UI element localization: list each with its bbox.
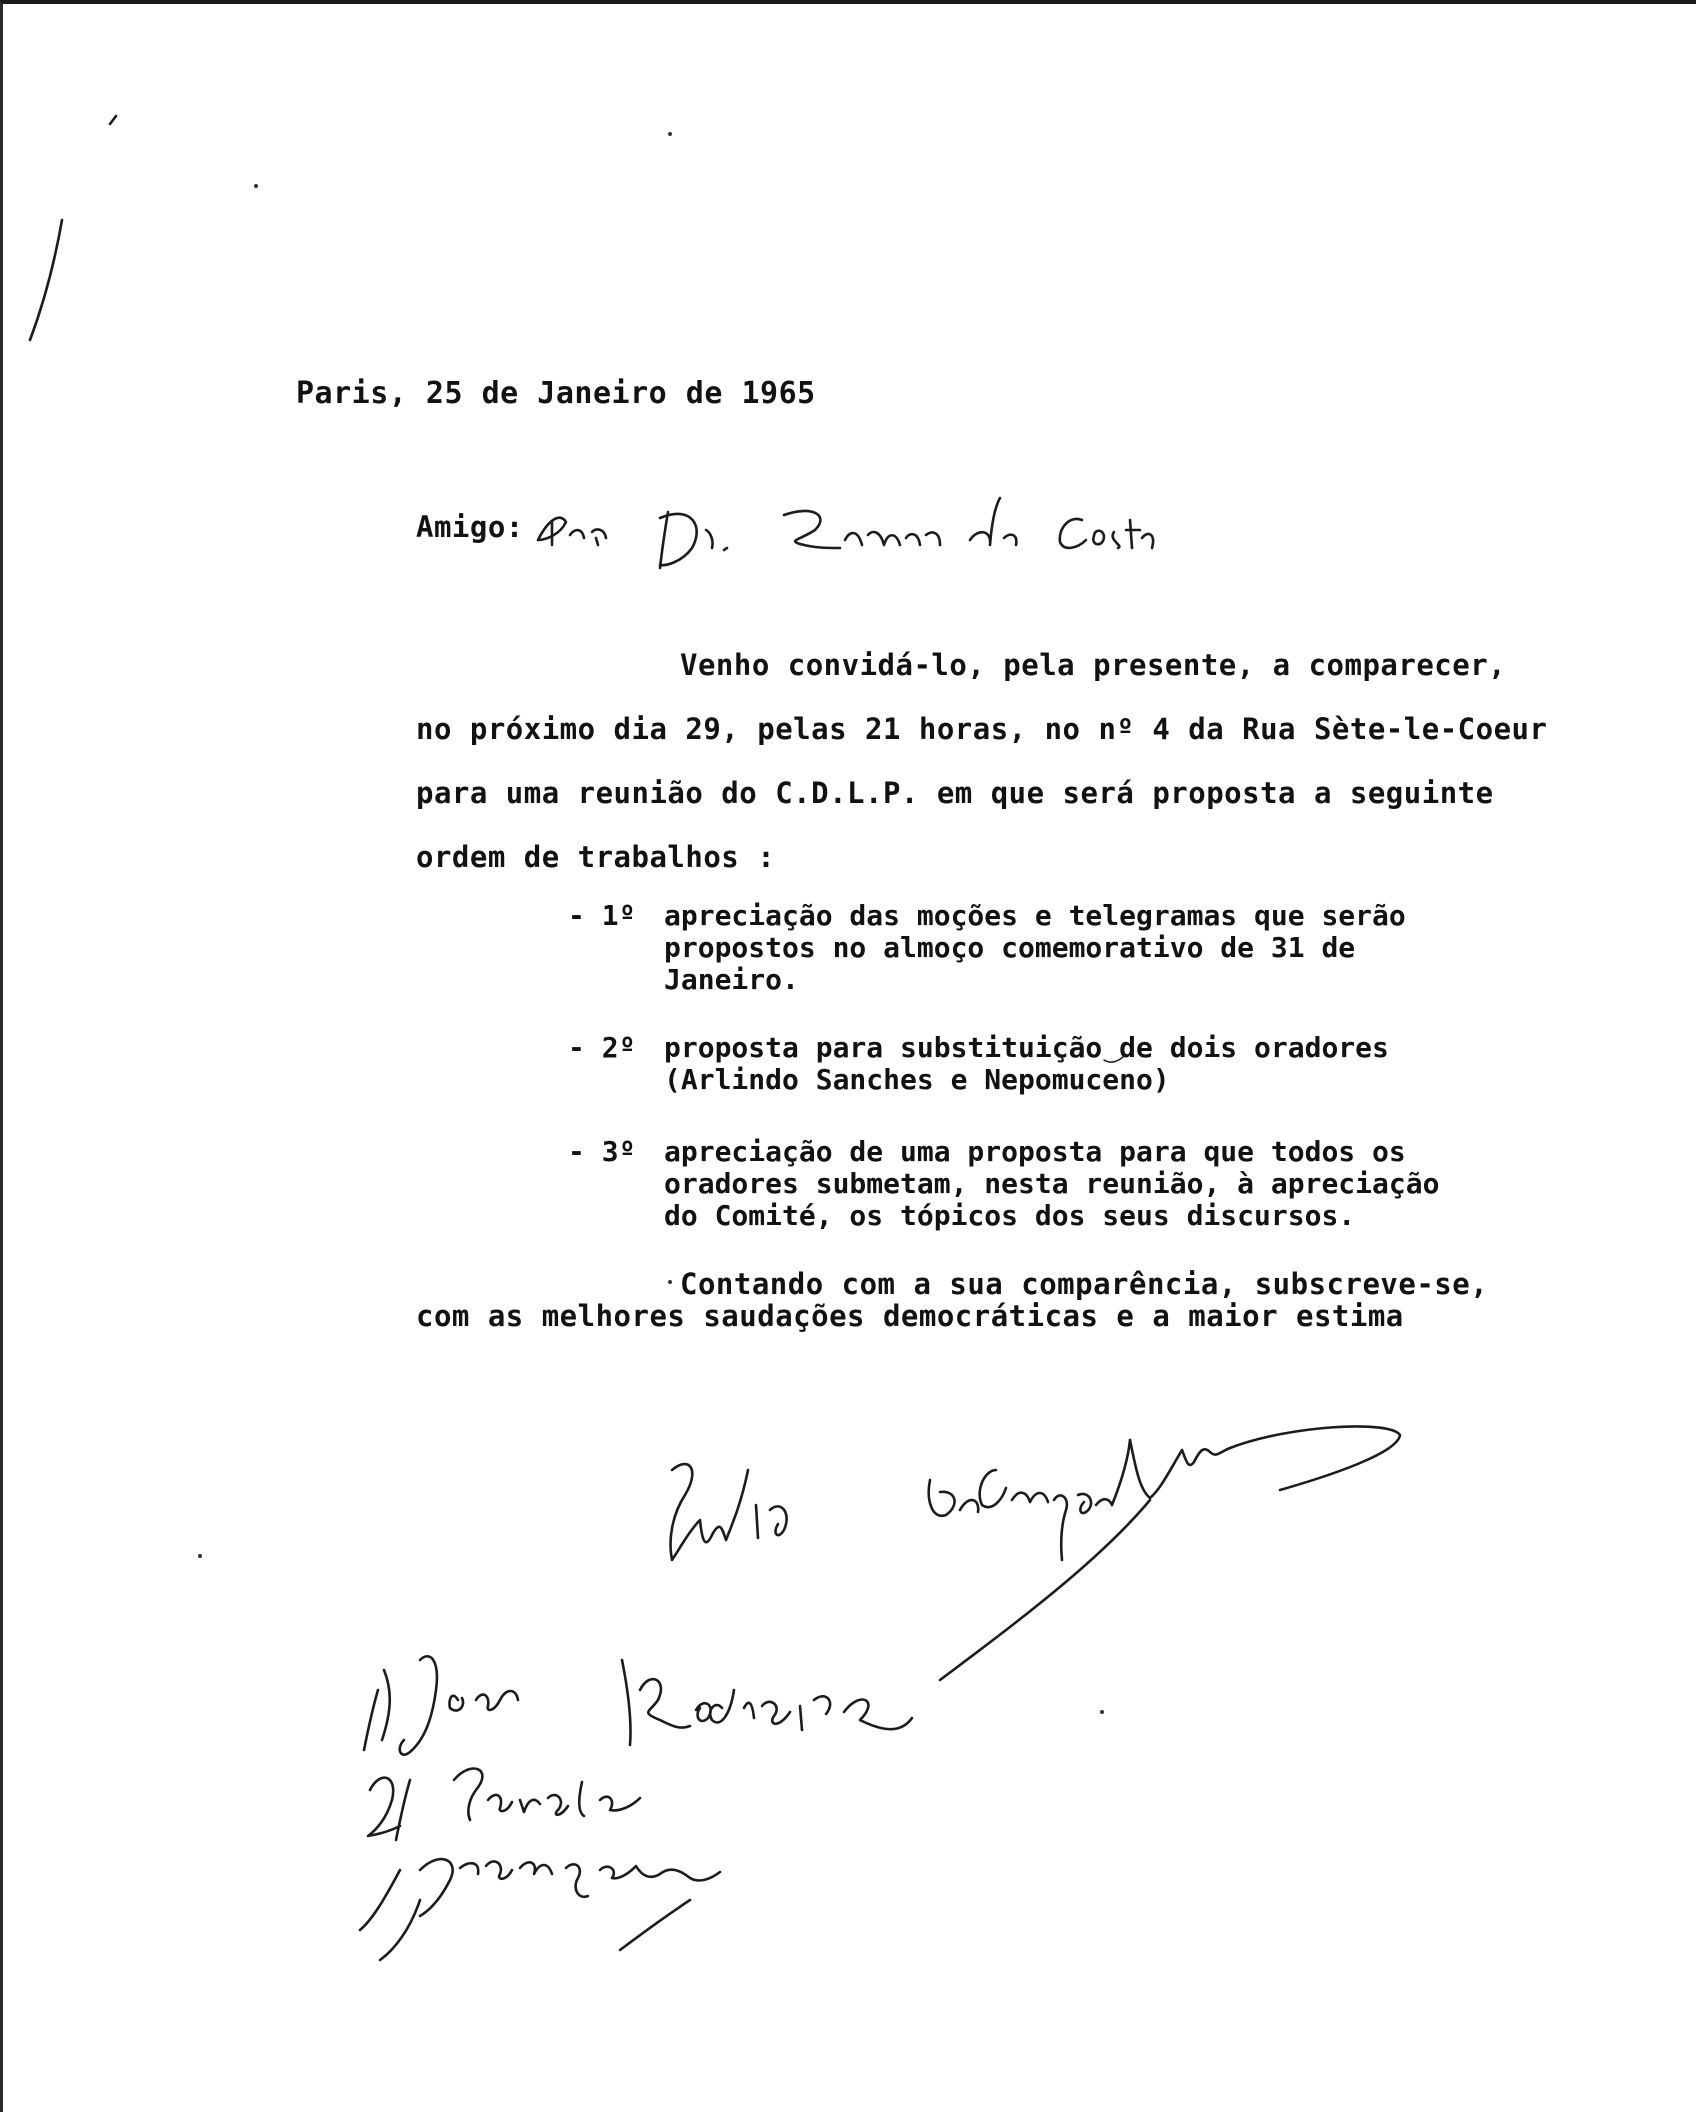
- speck: [198, 1554, 202, 1558]
- margin-marks: [30, 116, 1124, 1062]
- speck: [1100, 1710, 1104, 1714]
- dateline: Paris, 25 de Janeiro de 1965: [296, 376, 816, 411]
- agenda-item-marker: - 1º: [568, 899, 636, 932]
- body-line: ordem de trabalhos :: [416, 840, 776, 874]
- agenda-item-marker: - 2º: [568, 1031, 636, 1064]
- speck: [254, 184, 258, 188]
- agenda-item-marker: - 3º: [568, 1135, 636, 1168]
- agenda-item-text: apreciação de uma proposta para que todos os oradores submetam, nesta reunião, à apreciação do Comité, os tópicos dos seus discursos.: [664, 1135, 1440, 1232]
- closing-line: Contando com a sua comparência, subscreve-se,: [680, 1267, 1489, 1301]
- agenda-item-text: apreciação das moções e telegramas que serão propostos no almoço comemorativo de 31 de Janeiro.: [664, 899, 1406, 996]
- body-line: para uma reunião do C.D.L.P. em que será proposta a seguinte: [416, 776, 1494, 810]
- closing-line: com as melhores saudações democráticas e a maior estima: [416, 1299, 1404, 1333]
- body-line: Venho convidá-lo, pela presente, a comparecer,: [680, 648, 1507, 682]
- salutation-typed: Amigo:: [416, 510, 524, 544]
- signature: [671, 1426, 1400, 1680]
- body-line: no próximo dia 29, pelas 21 horas, no nº 4 da Rua Sète-le-Coeur: [416, 712, 1548, 746]
- handwritten-notes: [360, 1656, 912, 1960]
- handwritten-salutation: [538, 498, 1153, 568]
- agenda-item-text: proposta para substituição de dois oradores (Arlindo Sanches e Nepomuceno): [664, 1031, 1389, 1096]
- speck: [668, 1280, 672, 1284]
- speck: [668, 132, 672, 136]
